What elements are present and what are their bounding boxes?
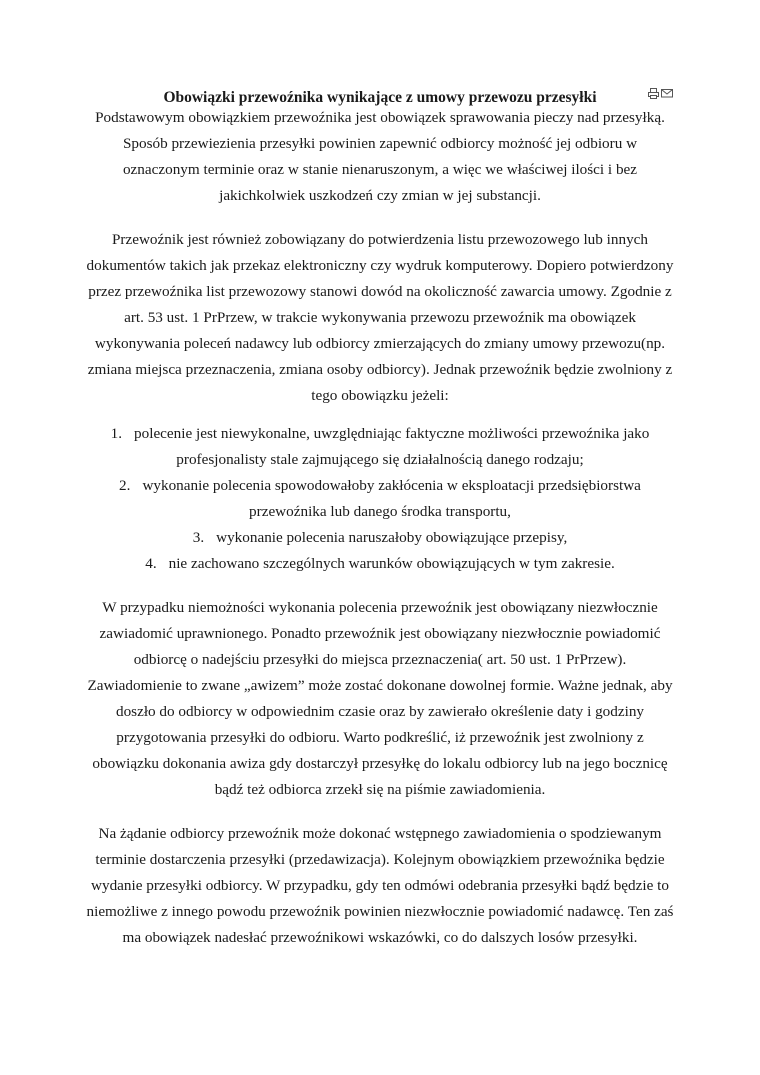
list-item bbox=[85, 421, 675, 473]
list-number: 3. bbox=[192, 529, 205, 546]
paragraph-2: Przewoźnik jest również zobowiązany do potwierdzenia listu przewozowego lub innych dokumentów takich jak przekaz elektroniczny czy wydruk komputerowy. Dopiero potwierdzony przez przewoźnika list przewozowy stanowi dowód na okoliczność zawarcia umowy. Zgodnie z art. 53 ust. 1 PrPrzew, w trakcie wykonywania przewozu przewoźnik ma obowiązek wykonywania poleceń nadawcy lub odbiorcy zmierzających do zmiany umowy przewozu(np. zmiana miejsca przeznaczenia, zmiana osoby odbiorcy). Jednak przewoźnik będzie zwolniony z tego obowiązku jeżeli: bbox=[86, 231, 674, 404]
list-item bbox=[85, 473, 675, 525]
list-text: polecenie jest niewykonalne, uwzględniając faktyczne możliwości przewoźnika jako profesjonalisty stale zajmującego się działalnością danego rodzaju; bbox=[134, 425, 650, 468]
document-actions bbox=[648, 88, 673, 99]
paragraph-1: Podstawowym obowiązkiem przewoźnika jest obowiązek sprawowania pieczy nad przesyłką. Sposób przewiezienia przesyłki powinien zapewnić odbiorcy możność jej odbioru w oznaczonym terminie oraz w stanie nienaruszonym, a więc we właściwej ilości i bez jakichkolwiek uszkodzeń czy zmian w jej substancji. bbox=[95, 109, 665, 204]
list-number: 4. bbox=[145, 555, 157, 572]
print-icon[interactable] bbox=[648, 88, 659, 99]
list-item bbox=[85, 551, 675, 577]
exemptions-list bbox=[85, 421, 675, 577]
list-item bbox=[85, 525, 675, 551]
list-number: 1. bbox=[110, 425, 123, 442]
document-body bbox=[85, 105, 675, 951]
paragraph-3: W przypadku niemożności wykonania polecenia przewoźnik jest obowiązany niezwłocznie zawiadomić uprawnionego. Ponadto przewoźnik jest obowiązany niezwłocznie powiadomić odbiorcę o nadejściu przesyłki do miejsca przeznaczenia( art. 50 ust. 1 PrPrzew). Zawiadomienie to zwane „awizem” może zostać dokonane dowolnej formie. Ważne jednak, aby doszło do odbiorcy w odpowiednim czasie oraz by zawierało określenie daty i godziny przygotowania przesyłki do odbioru. Warto podkreślić, iż przewoźnik jest zwolniony z obowiązku dokonania awiza gdy dostarczył przesyłkę do lokalu odbiorcy lub na jego bocznicę bądź też odbiorca zrzekł się na piśmie zawiadomienia. bbox=[87, 599, 673, 798]
list-text: wykonanie polecenia spowodowałoby zakłócenia w eksploatacji przedsiębiorstwa przewoźnika lub danego środka transportu, bbox=[142, 477, 641, 520]
document-title: Obowiązki przewoźnika wynikające z umowy przewozu przesyłki bbox=[163, 89, 597, 106]
mail-icon[interactable] bbox=[661, 88, 673, 99]
paragraph-4: Na żądanie odbiorcy przewoźnik może dokonać wstępnego zawiadomienia o spodziewanym terminie dostarczenia przesyłki (przedawizacja). Kolejnym obowiązkiem przewoźnika będzie wydanie przesyłki odbiorcy. W przypadku, gdy ten odmówi odebrania przesyłki bądź będzie to niemożliwe z innego powodu przewoźnik powinien niezwłocznie powiadomić nadawcę. Ten zaś ma obowiązek nadesłać przewoźnikowi wskazówki, co do dalszych losów przesyłki. bbox=[86, 825, 674, 946]
list-text: nie zachowano szczególnych warunków obowiązujących w tym zakresie. bbox=[168, 555, 615, 572]
list-number: 2. bbox=[119, 477, 131, 494]
list-text: wykonanie polecenia naruszałoby obowiązujące przepisy, bbox=[216, 529, 568, 546]
